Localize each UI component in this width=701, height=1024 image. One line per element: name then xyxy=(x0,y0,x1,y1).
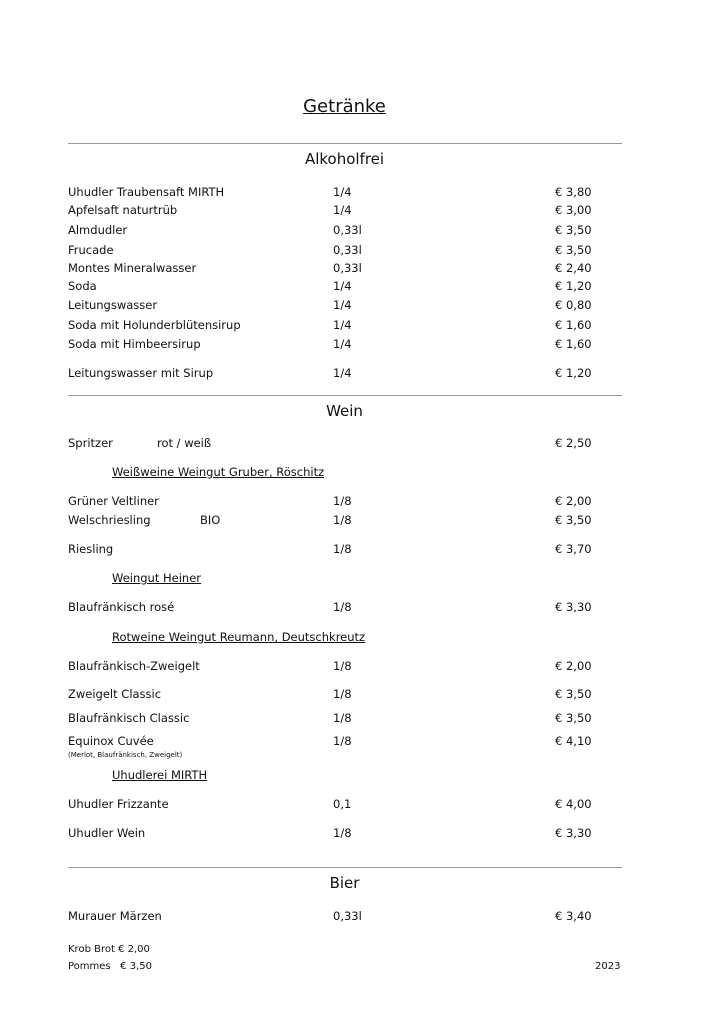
menu-item-note: BIO xyxy=(200,513,221,527)
menu-item-price: € 3,70 xyxy=(555,542,592,556)
menu-item-size: 1/4 xyxy=(333,185,352,199)
menu-item-price: € 1,20 xyxy=(555,366,592,380)
menu-item-name: Equinox Cuvée xyxy=(68,734,154,748)
menu-item-name: Apfelsaft naturtrüb xyxy=(68,203,178,217)
menu-item-name: Soda xyxy=(68,279,97,293)
menu-item-price: € 4,00 xyxy=(555,797,592,811)
subheading-heiner: Weingut Heiner xyxy=(112,571,202,585)
menu-item-price: € 3,30 xyxy=(555,826,592,840)
menu-item-name: Blaufränkisch-Zweigelt xyxy=(68,659,200,673)
menu-item-price: € 0,80 xyxy=(555,298,592,312)
menu-item-name: Frucade xyxy=(68,243,114,257)
menu-item-price: € 3,50 xyxy=(555,243,592,257)
menu-item-price: € 3,40 xyxy=(555,909,592,923)
menu-item-size: 0,33l xyxy=(333,261,362,275)
menu-item-size: 1/4 xyxy=(333,318,352,332)
menu-item-price: € 3,50 xyxy=(555,223,592,237)
menu-item-size: 1/4 xyxy=(333,337,352,351)
menu-item-name: Almdudler xyxy=(68,223,128,237)
subheading-rotweine: Rotweine Weingut Reumann, Deutschkreutz xyxy=(112,630,366,644)
menu-item-name: Blaufränkisch Classic xyxy=(68,711,190,725)
menu-item-name: Leitungswasser mit Sirup xyxy=(68,366,214,380)
menu-item-name: Soda mit Holunderblütensirup xyxy=(68,318,241,332)
menu-item-size: 1/4 xyxy=(333,203,352,217)
menu-item-name: Riesling xyxy=(68,542,114,556)
subheading-uhudlerei: Uhudlerei MIRTH xyxy=(112,768,208,782)
spritzer-variant: rot / weiß xyxy=(157,436,212,450)
section-heading-wein: Wein xyxy=(326,402,363,420)
footer-krob-brot: Krob Brot € 2,00 xyxy=(68,944,150,955)
menu-item-price: € 3,50 xyxy=(555,687,592,701)
divider xyxy=(68,395,622,396)
menu-item-size: 1/8 xyxy=(333,542,352,556)
menu-item-price: € 2,00 xyxy=(555,659,592,673)
section-heading-bier: Bier xyxy=(329,874,360,892)
menu-item-price: € 2,00 xyxy=(555,494,592,508)
menu-item-size: 0,1 xyxy=(333,797,352,811)
menu-item-price: € 3,50 xyxy=(555,711,592,725)
menu-item-name: Uhudler Frizzante xyxy=(68,797,169,811)
menu-item-name: Grüner Veltliner xyxy=(68,494,159,508)
menu-item-name: Uhudler Traubensaft MIRTH xyxy=(68,185,225,199)
menu-item-size: 1/8 xyxy=(333,687,352,701)
menu-item-price: € 3,50 xyxy=(555,513,592,527)
footer-pommes: Pommes € 3,50 xyxy=(68,961,152,972)
menu-item-price: € 1,60 xyxy=(555,337,592,351)
menu-item-size: 1/8 xyxy=(333,600,352,614)
page-title: Getränke xyxy=(303,96,386,117)
subheading-weissweine: Weißweine Weingut Gruber, Röschitz xyxy=(112,465,325,479)
menu-item-size: 0,33l xyxy=(333,243,362,257)
menu-item-size: 1/4 xyxy=(333,279,352,293)
menu-item-size: 1/4 xyxy=(333,298,352,312)
menu-item-name: Murauer Märzen xyxy=(68,909,162,923)
menu-item-name: Blaufränkisch rosé xyxy=(68,600,175,614)
menu-item-name: Leitungswasser xyxy=(68,298,158,312)
menu-item-price: € 4,10 xyxy=(555,734,592,748)
menu-item-price: € 1,20 xyxy=(555,279,592,293)
spritzer-price: € 2,50 xyxy=(555,436,592,450)
menu-item-name: Montes Mineralwasser xyxy=(68,261,197,275)
menu-item-name: Uhudler Wein xyxy=(68,826,146,840)
menu-item-name: Soda mit Himbeersirup xyxy=(68,337,201,351)
menu-item-size: 1/8 xyxy=(333,711,352,725)
spritzer-name: Spritzer xyxy=(68,436,113,450)
menu-item-price: € 3,00 xyxy=(555,203,592,217)
menu-item-size: 1/8 xyxy=(333,513,352,527)
equinox-blend-note: (Merlot, Blaufränkisch, Zweigelt) xyxy=(68,751,183,759)
menu-item-size: 1/8 xyxy=(333,734,352,748)
menu-item-price: € 3,30 xyxy=(555,600,592,614)
menu-item-name: Zweigelt Classic xyxy=(68,687,162,701)
menu-item-size: 1/4 xyxy=(333,366,352,380)
footer-year: 2023 xyxy=(595,961,621,972)
menu-item-name: Welschriesling xyxy=(68,513,151,527)
menu-item-price: € 2,40 xyxy=(555,261,592,275)
menu-item-size: 0,33l xyxy=(333,909,362,923)
divider xyxy=(68,867,622,868)
menu-item-price: € 1,60 xyxy=(555,318,592,332)
menu-item-price: € 3,80 xyxy=(555,185,592,199)
section-heading-alkoholfrei: Alkoholfrei xyxy=(304,150,385,168)
menu-item-size: 1/8 xyxy=(333,826,352,840)
divider xyxy=(68,143,622,144)
menu-item-size: 1/8 xyxy=(333,659,352,673)
menu-item-size: 0,33l xyxy=(333,223,362,237)
menu-item-size: 1/8 xyxy=(333,494,352,508)
